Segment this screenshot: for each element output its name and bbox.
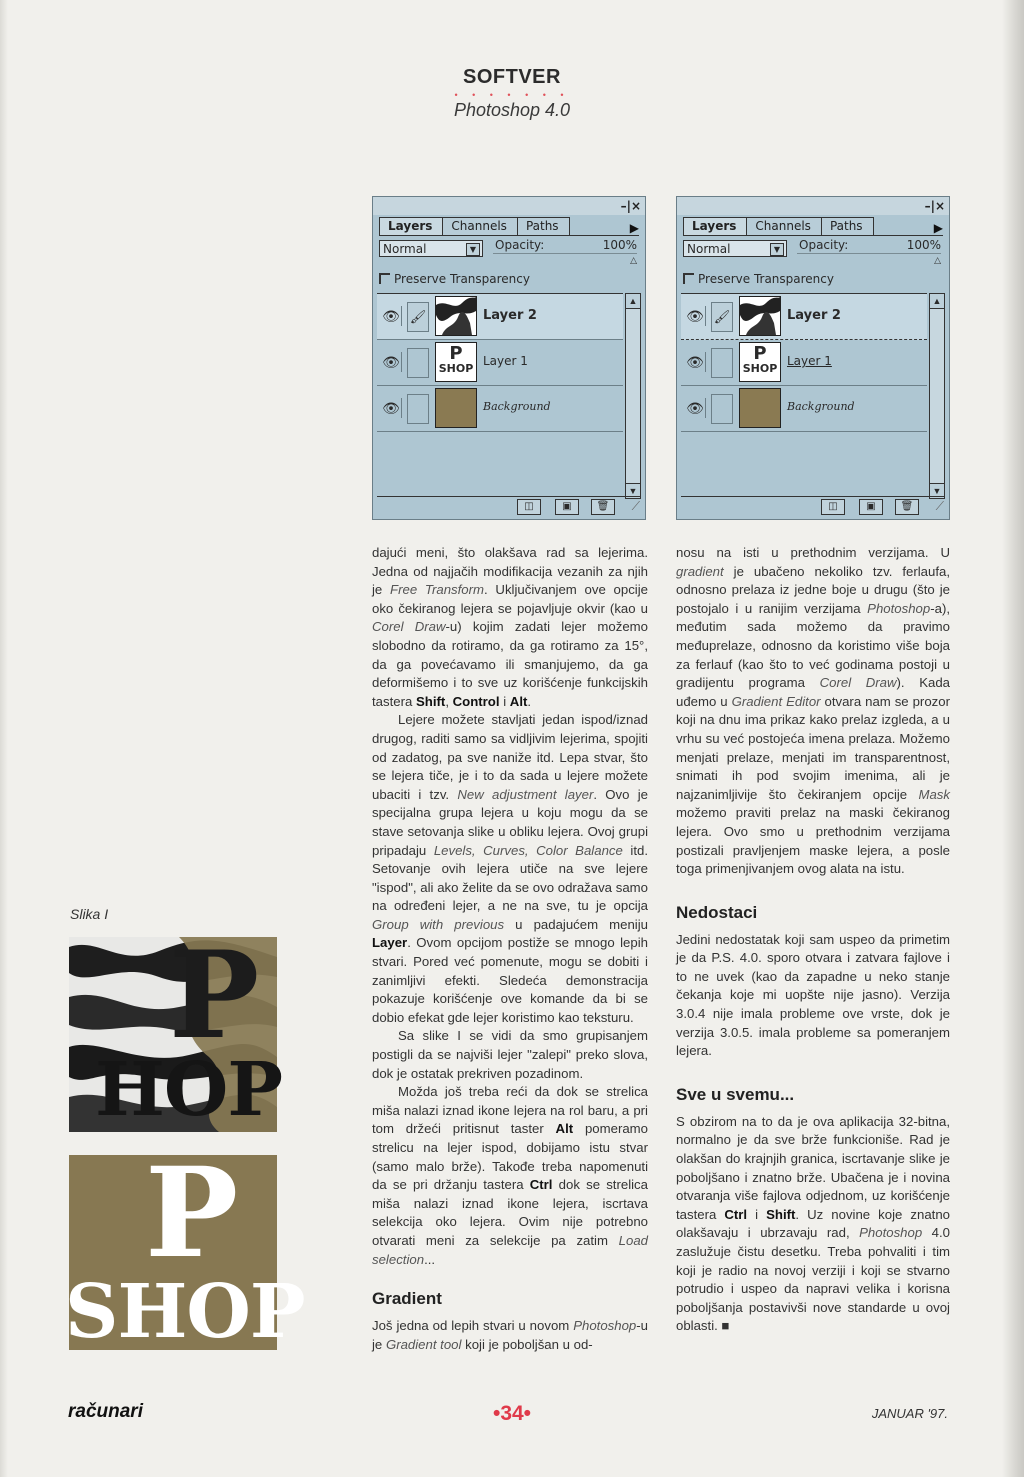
thumb-p-text: P: [753, 343, 767, 364]
layer-name: Background: [787, 400, 855, 413]
layer-name: Background: [483, 400, 551, 413]
preserve-label: Preserve Transparency: [394, 272, 530, 286]
figure-letter-p: P: [169, 925, 260, 1066]
paragraph: Lejere možete stavljati jedan ispod/iznad drugog, raditi samo sa vidljivim lejerima, spojiti od zadatog, pa sve naniže itd. Lepa stvar, što se lejera tiče, je i to da sada u lejere možete ubaciti i tzv. New adjustment layer. Ovo je specijalna grupa lejera u koju mogu da se stave setovanja slike u obliku lejera. Ovoj grupi pripadaju Levels, Curves, Color Balance itd. Setovanje ovih lejera utiče na sve lejere "ispod", ali ako želite da se ovo odražava samo na određeni lejer, a ne na sve, tu je opcija Group with previous u padajućem meniju Layer. Ovom opcijom postiže se mnogo lepih stvari. Pored već pomenute, mogu se dobiti i zanimljivi efekti. Sledeća demonstracija pokazuje korišćenje ove komande da bi se dobio efekat gde lejer koristimo kao teksturu.: [372, 712, 649, 1025]
eye-icon[interactable]: 👁: [381, 306, 402, 326]
palette-tabs: [379, 217, 639, 235]
palette-bottom-bar: [681, 496, 945, 515]
layer-row[interactable]: [377, 294, 623, 340]
link-slot[interactable]: [407, 348, 429, 378]
tab-channels[interactable]: Channels: [442, 217, 518, 235]
opacity-slider-track[interactable]: [797, 253, 941, 254]
dropdown-arrow-icon: ▼: [770, 243, 784, 256]
eye-icon[interactable]: 👁: [381, 352, 402, 372]
heading-nedostaci: Nedostaci: [676, 902, 758, 922]
page-number: •34•: [492, 1402, 532, 1425]
new-layer-icon[interactable]: ▣: [555, 499, 579, 515]
figure-letter-p: P: [145, 1141, 239, 1286]
end-mark: ■: [721, 1318, 730, 1334]
preserve-transparency-checkbox[interactable]: [683, 272, 834, 286]
paragraph: nosu na isti u prethodnim verzijama. U gradient je ubačeno nekoliko tzv. ferlaufa, odnosno prelaza iz jedne boje u drugu (što je postojalo i u ranijim verzijama Photoshop-a), međutim sada možemo da pravimo međuprelaze, odnosno da koristimo više boja za ferlauf (kao što to već godinama postoji u gradijentu programa Corel Draw). Kada uđemo u Gradient Editor otvara nam se prozor koji na dnu ima prikaz kako prelaz izgleda, a u vrhu su već postojeća imena prelaza. Možemo menjati prelaze, menjati im transparentnost, snimati ih pod svojim imenima, ali je najzanimljivije što čekiranjem opcije Mask možemo praviti prelaz na maski čekiranog lejera. Ovo smo u prethodnim verzijama postizali pravljenjem maske lejera, a posle toga primenjivanjem ovog alata na istu.: [676, 545, 950, 877]
layer-name: Layer 1: [787, 354, 832, 368]
layer-row[interactable]: [681, 294, 927, 340]
section-title: SOFTVER: [463, 66, 561, 88]
layer-thumbnail: [435, 296, 477, 336]
heading-sve-u-svemu: Sve u svemu...: [676, 1084, 795, 1104]
preserve-transparency-checkbox[interactable]: [379, 272, 530, 286]
trash-icon[interactable]: 🗑: [895, 499, 919, 515]
issue-date: JANUAR '97.: [871, 1406, 948, 1421]
section-subtitle: Photoshop 4.0: [453, 100, 571, 120]
layer-name: Layer 2: [787, 308, 841, 323]
palette-bottom-bar: [377, 496, 641, 515]
checkbox-icon: [379, 273, 390, 284]
swirl-thumbnail-graphic: [740, 297, 780, 335]
layer-row[interactable]: [681, 340, 927, 386]
layer-row[interactable]: [377, 340, 623, 386]
new-layer-icon[interactable]: ▣: [859, 499, 883, 515]
scroll-up-icon[interactable]: ▲: [930, 294, 944, 309]
palette-titlebar: [677, 197, 949, 215]
opacity-slider-handle[interactable]: △: [934, 255, 941, 265]
figure-word-bottom: SHOP: [65, 1269, 305, 1355]
blend-mode-select[interactable]: [683, 240, 787, 257]
layers-palette-right: [676, 196, 950, 520]
layer-list: [377, 293, 623, 498]
heading-gradient: Gradient: [372, 1289, 442, 1309]
blend-mode-value: Normal: [687, 242, 731, 256]
opacity-value: 100%: [906, 238, 941, 252]
layer-list: [681, 293, 927, 498]
brush-icon[interactable]: 🖌: [711, 302, 733, 332]
paragraph: S obzirom na to da je ova aplikacija 32-bitna, normalno je da sve brže funkcioniše. Rad je olakšan do krajnjih granica, iscrtavanje slike je poboljšano i znatno brže. Ubačena je i novina otvaranja više fajlova odjednom, uz korišćenje tastera Ctrl i Shift. Uz novine koje znatno olakšavaju i ubrzavaju rad, Photoshop 4.0 zaslužuje čistu desetku. Treba pohvaliti i tim koji je radio na novoj verziji i koji se stvarno potrudio i uspeo da napravi velika i korisna poboljšanja postavivši nove standarde u ovoj oblasti. ■: [676, 1113, 951, 1334]
layer-mask-icon[interactable]: ◫: [821, 499, 845, 515]
tab-divider: [683, 235, 943, 236]
preserve-label: Preserve Transparency: [698, 272, 834, 286]
blend-mode-select[interactable]: [379, 240, 483, 257]
thumb-shop-text: SHOP: [438, 362, 474, 375]
resize-grip-icon[interactable]: ⟋: [631, 499, 640, 513]
article-column-1: [372, 544, 648, 1354]
thumb-shop-text: SHOP: [742, 362, 778, 375]
eye-icon[interactable]: 👁: [685, 306, 706, 326]
link-slot[interactable]: [407, 394, 429, 424]
eye-icon[interactable]: 👁: [685, 352, 706, 372]
checkbox-icon: [683, 273, 694, 284]
brush-icon[interactable]: 🖌: [407, 302, 429, 332]
layer-list-scrollbar[interactable]: [929, 293, 945, 499]
opacity-slider-track[interactable]: [493, 253, 637, 254]
page-spine-shadow: [1002, 0, 1024, 1477]
thumb-p-text: P: [449, 343, 463, 364]
tab-paths[interactable]: Paths: [821, 217, 874, 235]
opacity-label: Opacity:: [495, 238, 545, 252]
blend-mode-value: Normal: [383, 242, 427, 256]
layer-list-scrollbar[interactable]: [625, 293, 641, 499]
article-column-2: [676, 544, 950, 1336]
scroll-up-icon[interactable]: ▲: [626, 294, 640, 309]
tab-layers[interactable]: Layers: [379, 217, 443, 235]
layer-row[interactable]: [681, 386, 927, 432]
tab-layers[interactable]: Layers: [683, 217, 747, 235]
tab-channels[interactable]: Channels: [746, 217, 822, 235]
figure-word-top: HOP: [95, 1047, 283, 1133]
link-slot[interactable]: [711, 394, 733, 424]
palette-tabs: [683, 217, 943, 235]
layer-name: Layer 2: [483, 308, 537, 323]
layer-name: Layer 1: [483, 354, 528, 368]
layer-thumbnail: [739, 296, 781, 336]
scroll-down-icon[interactable]: ▼: [930, 483, 944, 498]
palette-menu-arrow-icon[interactable]: ▶: [629, 221, 639, 235]
layer-thumbnail: [435, 342, 477, 382]
dropdown-arrow-icon: ▼: [466, 243, 480, 256]
paragraph: Sa slike I se vidi da smo grupisanjem postigli da se najviši lejer "zalepi" preko slova, dok je ostatak prekriven pozadinom.: [372, 1028, 648, 1081]
opacity-label: Opacity:: [799, 238, 849, 252]
paragraph: Još jedna od lepih stvari u novom Photoshop-u je Gradient tool koji je poboljšan u od-: [372, 1318, 648, 1352]
page-left-shadow: [0, 0, 8, 1477]
palette-titlebar: [373, 197, 645, 215]
opacity-value: 100%: [602, 238, 637, 252]
figure-image-top: [69, 925, 283, 1133]
swirl-thumbnail-graphic: [436, 297, 476, 335]
palette-menu-arrow-icon[interactable]: ▶: [933, 221, 943, 235]
figure-image-bottom: [65, 1141, 305, 1355]
layers-palette-left: [372, 196, 646, 520]
section-dots: • • • • • • •: [454, 90, 570, 100]
magazine-name: računari: [68, 1401, 143, 1422]
eye-icon[interactable]: 👁: [381, 398, 402, 418]
paragraph: dajući meni, što olakšava rad sa lejerima. Jedna od najjačih modifikacija vezanih za njih je Free Transform. Uključivanjem ove opcije oko čekiranog lejera se pojavljuje okvir (kao u Corel Draw-u) kojim zadati lejer možemo slobodno da rotiramo, da ga rotiramo za 15°, da ga povećavamo ili smanjujemo, da ga deformišemo i to sve uz korišćenje funkcijskih tastera Shift, Control i Alt.: [372, 545, 648, 709]
tab-paths[interactable]: Paths: [517, 217, 570, 235]
paragraph: Jedini nedostatak koji sam uspeo da primetim je da P.S. 4.0. sporo otvara i zatvara fajlove i to ne uvek (kao da zapadne u neko stanje čekanja koje mi uopšte nije jasno). Verzija 3.0.4 nije imala probleme ove vrste, dok je verzija 3.0.5. imala probleme sa pomeranjem lejera.: [676, 931, 950, 1059]
scroll-down-icon[interactable]: ▼: [626, 483, 640, 498]
window-buttons[interactable]: –|×: [924, 199, 945, 213]
layer-thumbnail: [739, 388, 781, 428]
paragraph: Možda još treba reći da dok se strelica miša nalazi iznad ikone lejera na rol baru, a pri tom držeći pritisnut taster Alt pomeramo strelicu na lejer ispod, dobijamo istu stvar (samo malo brže). Takođe treba napomenuti da se pri držanju tastera Ctrl dok se strelica miša nalazi iznad ikone lejera, iscrtava selekcija oko lejera. Ovim nije potrebno otvarati meni za selekcije pa zatim Load selection...: [372, 1084, 649, 1267]
trash-icon[interactable]: 🗑: [591, 499, 615, 515]
layer-thumbnail: [435, 388, 477, 428]
window-buttons[interactable]: –|×: [620, 199, 641, 213]
opacity-slider-handle[interactable]: △: [630, 255, 637, 265]
tab-divider: [379, 235, 639, 236]
layer-row[interactable]: [377, 386, 623, 432]
layer-mask-icon[interactable]: ◫: [517, 499, 541, 515]
eye-icon[interactable]: 👁: [685, 398, 706, 418]
link-slot[interactable]: [711, 348, 733, 378]
resize-grip-icon[interactable]: ⟋: [935, 499, 944, 513]
figure-caption: Slika I: [70, 906, 109, 922]
layer-thumbnail: [739, 342, 781, 382]
